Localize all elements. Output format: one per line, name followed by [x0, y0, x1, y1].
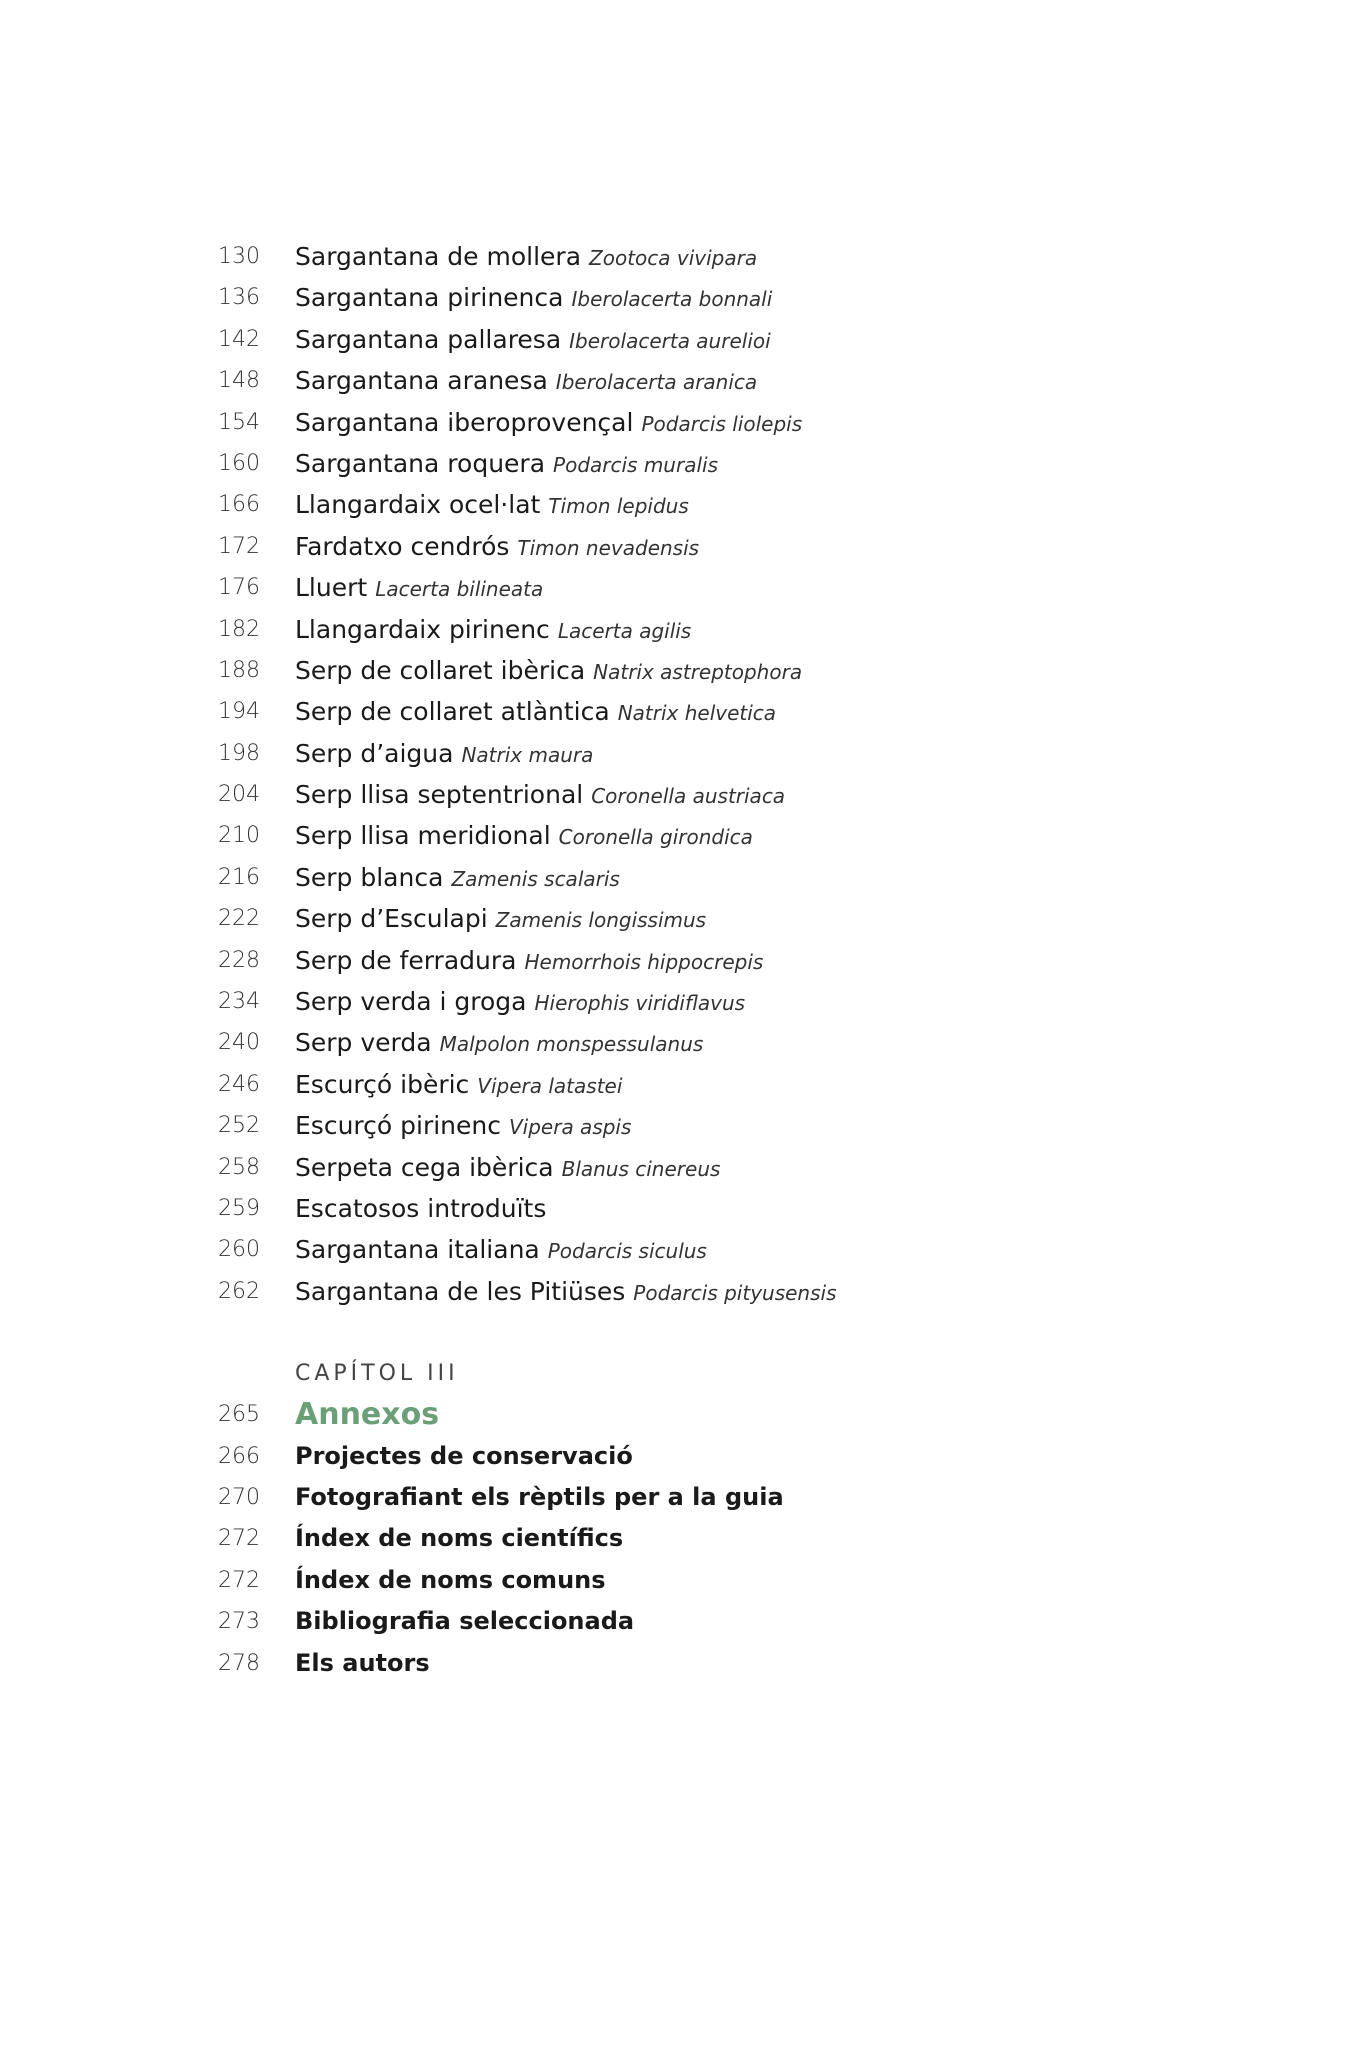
- chapter-title-row: [0, 1394, 1345, 1435]
- entry-text: [295, 815, 753, 859]
- page-number: 166: [218, 492, 260, 518]
- annex-entry[interactable]: [0, 1643, 1345, 1684]
- annex-title: Els autors: [295, 1648, 430, 1677]
- page-number: 258: [218, 1154, 260, 1180]
- entry-text: [295, 1064, 622, 1108]
- scientific-name: Coronella austriaca: [591, 784, 786, 809]
- section-gap: [0, 1312, 1345, 1354]
- toc-entry[interactable]: [0, 1064, 1345, 1105]
- annex-title: Fotografiant els rèptils per a la guia: [295, 1482, 784, 1511]
- entry-text: [295, 526, 699, 570]
- common-name: Serp d’Esculapi: [295, 904, 488, 934]
- scientific-name: Iberolacerta aurelioi: [569, 328, 771, 353]
- common-name: Llangardaix ocel·lat: [295, 490, 541, 520]
- page-number: 154: [218, 409, 260, 435]
- entry-text: [295, 609, 691, 653]
- toc-entry[interactable]: [0, 1229, 1345, 1270]
- common-name: Sargantana italiana: [295, 1235, 540, 1265]
- page-number: 278: [218, 1650, 260, 1676]
- scientific-name: Iberolacerta aranica: [555, 370, 758, 395]
- common-name: Fardatxo cendrós: [295, 531, 510, 561]
- entry-text: [295, 981, 745, 1025]
- scientific-name: Timon lepidus: [548, 494, 689, 519]
- page-number: 234: [218, 989, 260, 1015]
- entry-text: [295, 484, 689, 528]
- entry-text: [295, 1271, 837, 1315]
- page-number: 222: [218, 906, 260, 932]
- common-name: Serp verda i groga: [295, 987, 527, 1017]
- page-number: 266: [218, 1443, 260, 1469]
- scientific-name: Vipera latastei: [477, 1073, 623, 1098]
- entry-text: [295, 857, 620, 901]
- common-name: Sargantana roquera: [295, 448, 546, 478]
- toc-entry[interactable]: [0, 691, 1345, 732]
- common-name: Serp blanca: [295, 862, 444, 892]
- scientific-name: Podarcis pityusensis: [633, 1280, 837, 1305]
- scientific-name: Natrix maura: [461, 742, 594, 767]
- entry-text: [295, 940, 763, 984]
- page-number: 194: [218, 699, 260, 725]
- entry-text: [295, 236, 757, 280]
- common-name: Sargantana de les Pitiüses: [295, 1276, 626, 1306]
- toc-entry[interactable]: [0, 402, 1345, 443]
- page-number: 259: [218, 1195, 260, 1221]
- scientific-name: Iberolacerta bonnali: [571, 287, 773, 312]
- annex-title: Projectes de conservació: [295, 1441, 633, 1470]
- page-number: 210: [218, 823, 260, 849]
- scientific-name: Vipera aspis: [508, 1115, 632, 1140]
- page-number: 136: [218, 285, 260, 311]
- common-name: Sargantana aranesa: [295, 366, 548, 396]
- annex-title: Índex de noms científics: [295, 1524, 624, 1553]
- scientific-name: Hierophis viridiflavus: [534, 991, 746, 1016]
- toc-entry[interactable]: [0, 898, 1345, 939]
- page-number: 182: [218, 616, 260, 642]
- entry-text: [295, 319, 771, 363]
- toc-entry[interactable]: [0, 443, 1345, 484]
- chapter-heading: [0, 1354, 1345, 1394]
- scientific-name: Lacerta agilis: [557, 618, 692, 643]
- annexes-list: [0, 1436, 1345, 1684]
- page-number: 160: [218, 450, 260, 476]
- annex-title: Bibliografia seleccionada: [295, 1607, 635, 1636]
- scientific-name: Malpolon monspessulanus: [439, 1032, 704, 1057]
- common-name: Serp de collaret ibèrica: [295, 655, 586, 685]
- entry-text: [295, 1105, 631, 1149]
- scientific-name: Coronella girondica: [558, 825, 753, 850]
- section-title: Annexos: [295, 1397, 440, 1433]
- toc-entry[interactable]: [0, 526, 1345, 567]
- page-number: 246: [218, 1071, 260, 1097]
- entry-text: [295, 1188, 546, 1232]
- page-number: 176: [218, 575, 260, 601]
- entry-text: [295, 443, 718, 487]
- common-name: Serp verda: [295, 1028, 432, 1058]
- page-number: 142: [218, 326, 260, 352]
- toc-entry[interactable]: [0, 1022, 1345, 1063]
- common-name: Sargantana iberoprovençal: [295, 407, 634, 437]
- common-name: Lluert: [295, 573, 368, 603]
- common-name: Sargantana pirinenca: [295, 283, 564, 313]
- common-name: Escurçó pirinenc: [295, 1111, 501, 1141]
- scientific-name: Natrix helvetica: [617, 701, 777, 726]
- page-number: 270: [218, 1484, 260, 1510]
- annex-entry[interactable]: [0, 1518, 1345, 1559]
- page-number: 273: [218, 1609, 260, 1635]
- entry-text: [295, 691, 776, 735]
- page-number: 172: [218, 533, 260, 559]
- common-name: Escurçó ibèric: [295, 1069, 470, 1099]
- toc-entry[interactable]: [0, 733, 1345, 774]
- common-name: Serp de collaret atlàntica: [295, 697, 610, 727]
- entry-text: [295, 774, 785, 818]
- scientific-name: Zamenis scalaris: [451, 866, 620, 891]
- entry-text: [295, 1147, 720, 1191]
- entry-text: [295, 277, 772, 321]
- common-name: Serp llisa septentrional: [295, 780, 584, 810]
- toc-entry[interactable]: [0, 1271, 1345, 1312]
- page-number: 272: [218, 1567, 260, 1593]
- scientific-name: Blanus cinereus: [561, 1156, 721, 1181]
- page-number: 272: [218, 1526, 260, 1552]
- page-number: 148: [218, 368, 260, 394]
- toc-entry[interactable]: [0, 774, 1345, 815]
- toc-entry[interactable]: [0, 857, 1345, 898]
- toc-entry[interactable]: [0, 567, 1345, 608]
- toc-entry[interactable]: [0, 360, 1345, 401]
- common-name: Serp llisa meridional: [295, 821, 551, 851]
- page-number: 198: [218, 740, 260, 766]
- entry-text: [295, 733, 593, 777]
- entry-text: [295, 360, 757, 404]
- scientific-name: Zamenis longissimus: [495, 908, 707, 933]
- toc-entry[interactable]: [0, 484, 1345, 525]
- toc-entry[interactable]: [0, 650, 1345, 691]
- toc-entry[interactable]: [0, 940, 1345, 981]
- page-number: 252: [218, 1113, 260, 1139]
- species-list: [0, 236, 1345, 1312]
- scientific-name: Lacerta bilineata: [375, 577, 544, 602]
- common-name: Serp de ferradura: [295, 945, 517, 975]
- common-name: Escatosos introduïts: [295, 1193, 547, 1223]
- entry-text: [295, 1229, 707, 1273]
- common-name: Serpeta cega ibèrica: [295, 1152, 554, 1182]
- page-number: 188: [218, 657, 260, 683]
- annex-entry[interactable]: [0, 1601, 1345, 1642]
- toc-entry[interactable]: [0, 1188, 1345, 1229]
- scientific-name: Podarcis liolepis: [641, 411, 803, 436]
- annex-entry[interactable]: [0, 1560, 1345, 1601]
- entry-text: [295, 1022, 703, 1066]
- toc-entry[interactable]: [0, 609, 1345, 650]
- common-name: Llangardaix pirinenc: [295, 614, 550, 644]
- page-number: 265: [218, 1402, 260, 1428]
- page-number: 260: [218, 1237, 260, 1263]
- scientific-name: Zootoca vivipara: [589, 246, 758, 270]
- annex-entry[interactable]: [0, 1436, 1345, 1477]
- toc-entry[interactable]: [0, 1105, 1345, 1146]
- scientific-name: Natrix astreptophora: [593, 659, 803, 684]
- toc-entry[interactable]: [0, 277, 1345, 318]
- annex-title: Índex de noms comuns: [295, 1565, 606, 1594]
- page-number: 130: [218, 244, 260, 269]
- common-name: Serp d’aigua: [295, 738, 454, 768]
- entry-text: [295, 402, 802, 446]
- entry-text: [295, 650, 802, 694]
- annex-entry[interactable]: [0, 1477, 1345, 1518]
- scientific-name: Podarcis muralis: [553, 452, 718, 477]
- page-number: 262: [218, 1278, 260, 1304]
- common-name: Sargantana pallaresa: [295, 324, 562, 354]
- entry-text: [295, 567, 543, 611]
- page-number: 204: [218, 782, 260, 808]
- toc-entry[interactable]: [0, 981, 1345, 1022]
- scientific-name: Hemorrhois hippocrepis: [524, 949, 764, 974]
- toc-entry[interactable]: [0, 815, 1345, 856]
- scientific-name: Podarcis siculus: [547, 1239, 707, 1264]
- page-number: 216: [218, 864, 260, 890]
- toc-entry[interactable]: [0, 236, 1345, 277]
- page-number: 240: [218, 1030, 260, 1056]
- table-of-contents: [0, 236, 1345, 1684]
- chapter-label: CAPÍTOL III: [295, 1361, 459, 1387]
- toc-entry[interactable]: [0, 1147, 1345, 1188]
- entry-text: [295, 898, 706, 942]
- scientific-name: Timon nevadensis: [517, 535, 700, 560]
- toc-entry[interactable]: [0, 319, 1345, 360]
- common-name: Sargantana de mollera: [295, 242, 582, 271]
- page-number: 228: [218, 947, 260, 973]
